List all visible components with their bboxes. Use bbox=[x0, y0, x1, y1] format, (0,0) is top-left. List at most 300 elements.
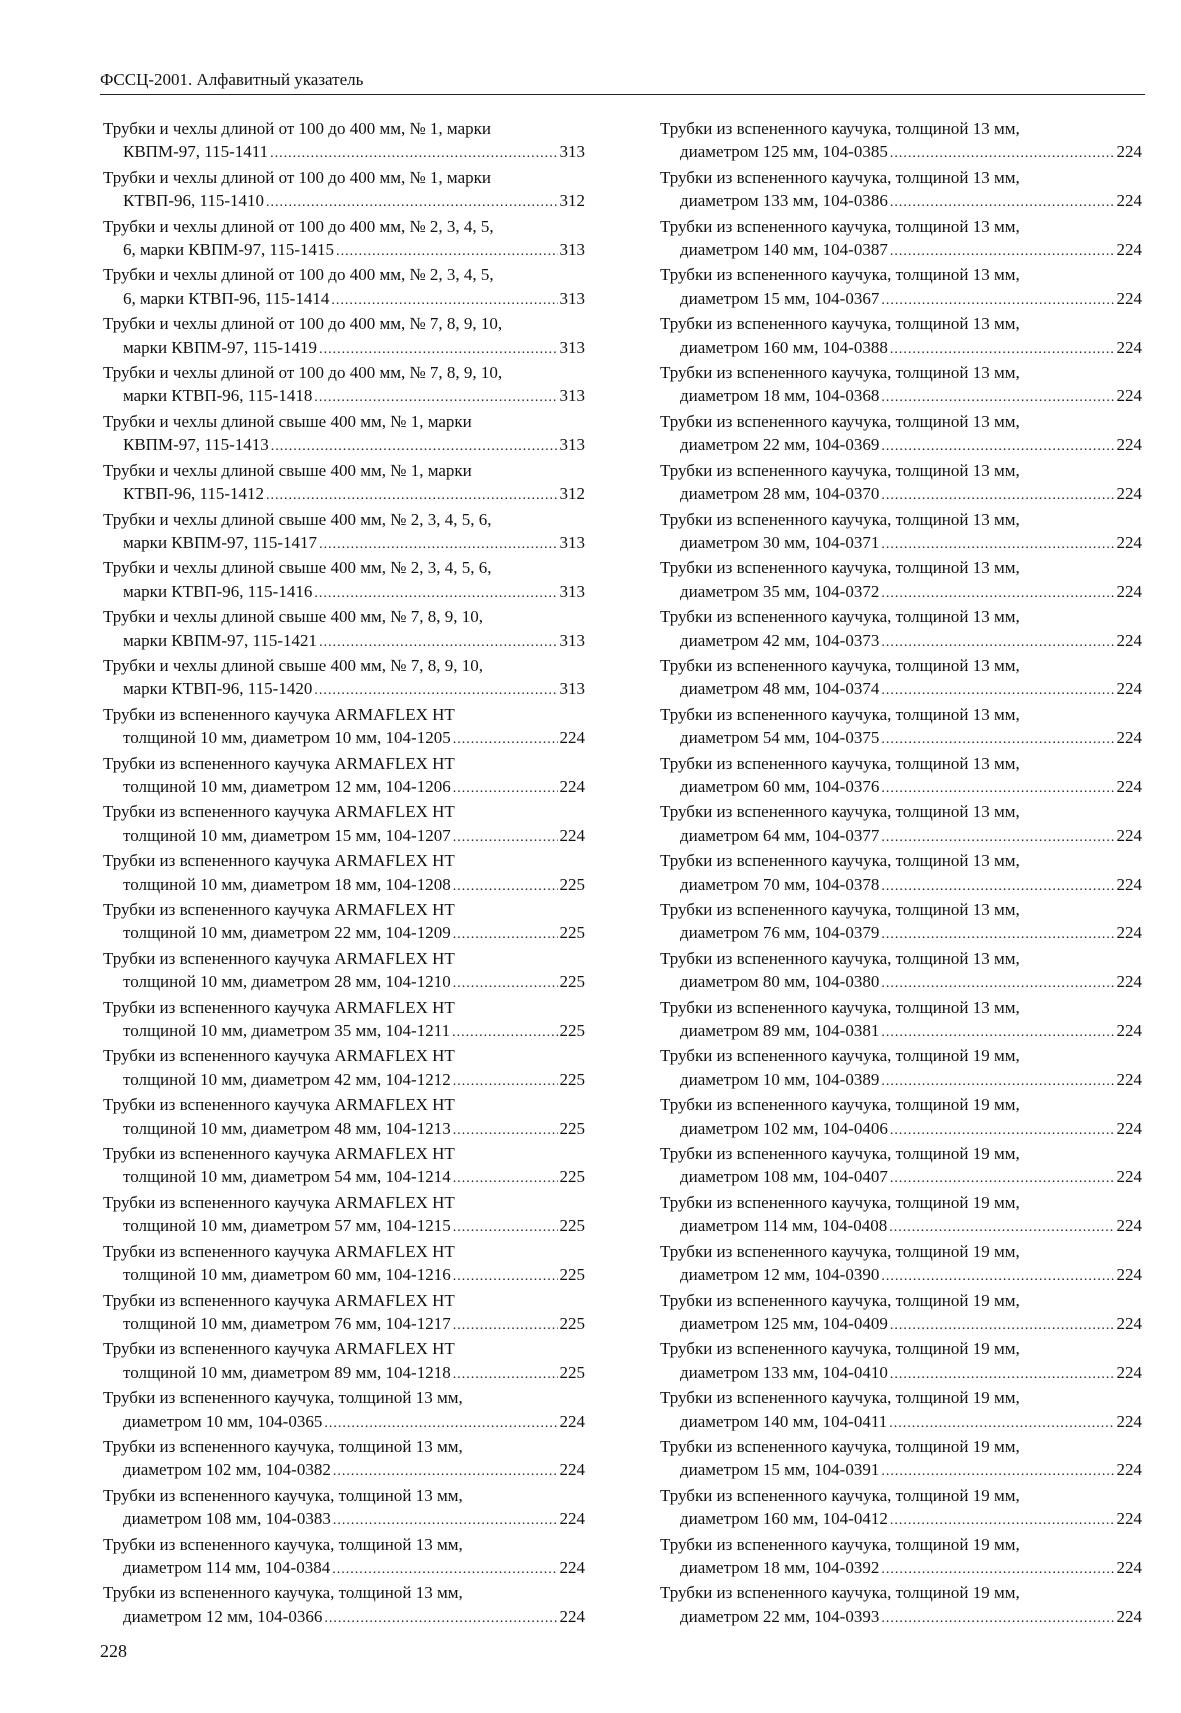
index-entry bbox=[660, 1533, 1142, 1582]
dot-leader bbox=[270, 142, 557, 165]
index-entry bbox=[103, 703, 585, 752]
entry-page-ref: 224 bbox=[1116, 435, 1142, 455]
entry-detail-line bbox=[103, 1019, 585, 1044]
entry-detail-line bbox=[103, 580, 585, 605]
index-entry bbox=[103, 1289, 585, 1338]
entry-heading: Трубки из вспененного каучука ARMAFLEX HT bbox=[103, 1290, 455, 1310]
dot-leader bbox=[266, 191, 557, 214]
dot-leader bbox=[314, 386, 557, 409]
entry-page-ref: 224 bbox=[559, 776, 585, 796]
index-entry bbox=[103, 996, 585, 1045]
index-entry bbox=[103, 1093, 585, 1142]
index-column-right bbox=[660, 117, 1142, 1630]
entry-heading: Трубки из вспененного каучука ARMAFLEX HT bbox=[103, 1046, 455, 1066]
entry-code: диаметром 108 мм, 104-0383 bbox=[123, 1509, 331, 1529]
entry-code: марки КВПМ-97, 115-1417 bbox=[123, 532, 318, 552]
entry-heading: Трубки из вспененного каучука ARMAFLEX HT bbox=[103, 802, 455, 822]
entry-detail-line bbox=[103, 726, 585, 751]
entry-code: диаметром 10 мм, 104-0389 bbox=[680, 1069, 880, 1089]
entry-page-ref: 313 bbox=[559, 532, 585, 552]
entry-page-ref: 224 bbox=[1116, 142, 1142, 162]
entry-detail-line bbox=[103, 1605, 585, 1630]
entry-code: толщиной 10 мм, диаметром 48 мм, 104-1213 bbox=[123, 1118, 451, 1138]
entry-heading: Трубки из вспененного каучука, толщиной 13 мм, bbox=[660, 753, 1020, 773]
running-header: ФССЦ-2001. Алфавитный указатель bbox=[100, 70, 1145, 95]
index-entry bbox=[660, 215, 1142, 264]
entry-detail-line bbox=[103, 1507, 585, 1532]
entry-page-ref: 224 bbox=[1116, 776, 1142, 796]
index-entry bbox=[103, 312, 585, 361]
entry-heading: Трубки из вспененного каучука ARMAFLEX HT bbox=[103, 851, 455, 871]
dot-leader bbox=[453, 1216, 558, 1239]
dot-leader bbox=[332, 1558, 557, 1581]
dot-leader bbox=[453, 777, 558, 800]
index-entry bbox=[660, 1240, 1142, 1289]
entry-detail-line bbox=[660, 677, 1142, 702]
entry-page-ref: 224 bbox=[1116, 191, 1142, 211]
entry-page-ref: 225 bbox=[559, 874, 585, 894]
index-entry bbox=[103, 117, 585, 166]
entry-detail-line bbox=[103, 1458, 585, 1483]
entry-heading: Трубки из вспененного каучука, толщиной 19 мм, bbox=[660, 1583, 1020, 1603]
index-entry bbox=[660, 508, 1142, 557]
entry-code: диаметром 18 мм, 104-0392 bbox=[680, 1557, 880, 1577]
index-entry bbox=[103, 849, 585, 898]
entry-page-ref: 224 bbox=[1116, 874, 1142, 894]
entry-heading: Трубки из вспененного каучука, толщиной 13 мм, bbox=[660, 460, 1020, 480]
entry-code: диаметром 42 мм, 104-0373 bbox=[680, 630, 880, 650]
dot-leader bbox=[453, 1363, 558, 1386]
entry-code: толщиной 10 мм, диаметром 22 мм, 104-1209 bbox=[123, 923, 451, 943]
entry-detail-line bbox=[660, 970, 1142, 995]
entry-detail-line bbox=[660, 1312, 1142, 1337]
dot-leader bbox=[881, 777, 1114, 800]
entry-heading: Трубки и чехлы длиной свыше 400 мм, № 1, марки bbox=[103, 460, 472, 480]
entry-heading: Трубки из вспененного каучука, толщиной 19 мм, bbox=[660, 1485, 1020, 1505]
entry-detail-line bbox=[660, 1410, 1142, 1435]
entry-page-ref: 224 bbox=[1116, 1216, 1142, 1236]
entry-page-ref: 224 bbox=[1116, 337, 1142, 357]
entry-heading: Трубки и чехлы длиной свыше 400 мм, № 1, марки bbox=[103, 411, 472, 431]
entry-heading: Трубки из вспененного каучука, толщиной 19 мм, bbox=[660, 1144, 1020, 1164]
entry-detail-line bbox=[660, 1068, 1142, 1093]
entry-code: диаметром 70 мм, 104-0378 bbox=[680, 874, 880, 894]
entry-detail-line bbox=[660, 1019, 1142, 1044]
entry-detail-line bbox=[103, 1556, 585, 1581]
entry-code: 6, марки КВПМ-97, 115-1415 bbox=[123, 240, 335, 260]
entry-heading: Трубки из вспененного каучука, толщиной 13 мм, bbox=[103, 1436, 463, 1456]
entry-heading: Трубки из вспененного каучука, толщиной 13 мм, bbox=[660, 558, 1020, 578]
entry-detail-line bbox=[660, 1605, 1142, 1630]
index-entry bbox=[103, 654, 585, 703]
entry-detail-line bbox=[660, 1165, 1142, 1190]
dot-leader bbox=[314, 679, 557, 702]
entry-code: диаметром 15 мм, 104-0391 bbox=[680, 1460, 880, 1480]
index-entry bbox=[103, 410, 585, 459]
entry-detail-line bbox=[103, 189, 585, 214]
dot-leader bbox=[881, 875, 1114, 898]
entry-code: диаметром 160 мм, 104-0412 bbox=[680, 1509, 888, 1529]
entry-detail-line bbox=[660, 336, 1142, 361]
index-entry bbox=[103, 800, 585, 849]
entry-code: диаметром 114 мм, 104-0384 bbox=[123, 1557, 331, 1577]
index-entry bbox=[660, 1142, 1142, 1191]
entry-heading: Трубки из вспененного каучука, толщиной 19 мм, bbox=[660, 1290, 1020, 1310]
index-entry bbox=[103, 361, 585, 410]
entry-code: диаметром 10 мм, 104-0365 bbox=[123, 1411, 323, 1431]
entry-detail-line bbox=[103, 775, 585, 800]
entry-code: толщиной 10 мм, диаметром 12 мм, 104-1206 bbox=[123, 776, 451, 796]
index-entry bbox=[660, 263, 1142, 312]
entry-code: диаметром 28 мм, 104-0370 bbox=[680, 484, 880, 504]
entry-page-ref: 224 bbox=[559, 1411, 585, 1431]
entry-detail-line bbox=[660, 629, 1142, 654]
entry-code: марки КТВП-96, 115-1418 bbox=[123, 386, 313, 406]
dot-leader bbox=[333, 1509, 558, 1532]
dot-leader bbox=[881, 582, 1114, 605]
entry-code: диаметром 160 мм, 104-0388 bbox=[680, 337, 888, 357]
index-entry bbox=[103, 508, 585, 557]
entry-code: диаметром 12 мм, 104-0366 bbox=[123, 1606, 323, 1626]
entry-detail-line bbox=[660, 189, 1142, 214]
entry-heading: Трубки из вспененного каучука, толщиной 13 мм, bbox=[660, 607, 1020, 627]
index-entry bbox=[103, 605, 585, 654]
entry-page-ref: 225 bbox=[559, 1069, 585, 1089]
entry-page-ref: 224 bbox=[1116, 386, 1142, 406]
dot-leader bbox=[324, 1607, 557, 1630]
dot-leader bbox=[453, 826, 558, 849]
entry-heading: Трубки из вспененного каучука, толщиной 13 мм, bbox=[660, 314, 1020, 334]
index-entry bbox=[660, 459, 1142, 508]
entry-detail-line bbox=[660, 482, 1142, 507]
entry-detail-line bbox=[103, 336, 585, 361]
index-entry bbox=[103, 947, 585, 996]
entry-detail-line bbox=[103, 238, 585, 263]
entry-detail-line bbox=[103, 824, 585, 849]
dot-leader bbox=[881, 484, 1114, 507]
entry-page-ref: 224 bbox=[1116, 240, 1142, 260]
dot-leader bbox=[453, 1167, 558, 1190]
entry-page-ref: 224 bbox=[1116, 1557, 1142, 1577]
entry-detail-line bbox=[660, 1556, 1142, 1581]
entry-page-ref: 224 bbox=[1116, 1021, 1142, 1041]
entry-code: диаметром 102 мм, 104-0382 bbox=[123, 1460, 331, 1480]
entry-page-ref: 313 bbox=[559, 240, 585, 260]
entry-heading: Трубки из вспененного каучука, толщиной 13 мм, bbox=[103, 1534, 463, 1554]
entry-code: КВПМ-97, 115-1411 bbox=[123, 142, 269, 162]
entry-code: диаметром 18 мм, 104-0368 bbox=[680, 386, 880, 406]
entry-detail-line bbox=[660, 531, 1142, 556]
dot-leader bbox=[881, 826, 1114, 849]
entry-heading: Трубки и чехлы длиной свыше 400 мм, № 7, 8, 9, 10, bbox=[103, 655, 483, 675]
entry-heading: Трубки и чехлы длиной от 100 до 400 мм, № 7, 8, 9, 10, bbox=[103, 363, 503, 383]
entry-page-ref: 225 bbox=[559, 1313, 585, 1333]
index-entry bbox=[660, 556, 1142, 605]
entry-detail-line bbox=[103, 629, 585, 654]
entry-heading: Трубки из вспененного каучука, толщиной 13 мм, bbox=[660, 119, 1020, 138]
entry-page-ref: 224 bbox=[1116, 1069, 1142, 1089]
entry-page-ref: 224 bbox=[1116, 1509, 1142, 1529]
index-entry bbox=[103, 1484, 585, 1533]
entry-code: диаметром 125 мм, 104-0409 bbox=[680, 1313, 888, 1333]
entry-code: толщиной 10 мм, диаметром 60 мм, 104-1216 bbox=[123, 1265, 451, 1285]
entry-heading: Трубки и чехлы длиной от 100 до 400 мм, № 7, 8, 9, 10, bbox=[103, 314, 503, 334]
index-entry bbox=[103, 1191, 585, 1240]
dot-leader bbox=[453, 1119, 558, 1142]
index-entry bbox=[103, 215, 585, 264]
entry-page-ref: 225 bbox=[559, 1362, 585, 1382]
dot-leader bbox=[453, 728, 558, 751]
dot-leader bbox=[890, 1119, 1115, 1142]
entry-code: диаметром 15 мм, 104-0367 bbox=[680, 288, 880, 308]
entry-detail-line bbox=[103, 531, 585, 556]
entry-detail-line bbox=[660, 140, 1142, 165]
dot-leader bbox=[890, 1167, 1115, 1190]
entry-page-ref: 225 bbox=[559, 1118, 585, 1138]
entry-code: диаметром 89 мм, 104-0381 bbox=[680, 1021, 880, 1041]
entry-code: толщиной 10 мм, диаметром 18 мм, 104-1208 bbox=[123, 874, 451, 894]
dot-leader bbox=[336, 240, 557, 263]
dot-leader bbox=[881, 435, 1114, 458]
index-entry bbox=[103, 1581, 585, 1630]
entry-detail-line bbox=[660, 1507, 1142, 1532]
entry-heading: Трубки из вспененного каучука ARMAFLEX HT bbox=[103, 1095, 455, 1115]
entry-detail-line bbox=[103, 287, 585, 312]
dot-leader bbox=[324, 1412, 557, 1435]
index-entry bbox=[660, 166, 1142, 215]
entry-page-ref: 224 bbox=[1116, 581, 1142, 601]
entry-heading: Трубки из вспененного каучука ARMAFLEX HT bbox=[103, 948, 455, 968]
entry-page-ref: 224 bbox=[1116, 288, 1142, 308]
entry-page-ref: 224 bbox=[559, 728, 585, 748]
entry-page-ref: 225 bbox=[559, 1265, 585, 1285]
entry-code: марки КТВП-96, 115-1420 bbox=[123, 679, 313, 699]
entry-detail-line bbox=[660, 287, 1142, 312]
index-entry bbox=[103, 1142, 585, 1191]
index-entry bbox=[103, 1044, 585, 1093]
entry-code: толщиной 10 мм, диаметром 57 мм, 104-1215 bbox=[123, 1216, 451, 1236]
entry-detail-line bbox=[103, 1117, 585, 1142]
entry-page-ref: 224 bbox=[1116, 1265, 1142, 1285]
entry-page-ref: 225 bbox=[559, 972, 585, 992]
entry-page-ref: 224 bbox=[559, 825, 585, 845]
entry-detail-line bbox=[660, 384, 1142, 409]
entry-page-ref: 313 bbox=[559, 386, 585, 406]
index-entry bbox=[660, 1289, 1142, 1338]
entry-page-ref: 225 bbox=[559, 1167, 585, 1187]
entry-heading: Трубки из вспененного каучука, толщиной 13 мм, bbox=[660, 509, 1020, 529]
entry-code: диаметром 35 мм, 104-0372 bbox=[680, 581, 880, 601]
index-entry bbox=[660, 800, 1142, 849]
entry-page-ref: 224 bbox=[1116, 484, 1142, 504]
entry-page-ref: 224 bbox=[1116, 825, 1142, 845]
index-entry bbox=[660, 1386, 1142, 1435]
index-entry bbox=[103, 556, 585, 605]
entry-heading: Трубки из вспененного каучука ARMAFLEX HT bbox=[103, 1339, 455, 1359]
entry-heading: Трубки из вспененного каучука, толщиной 13 мм, bbox=[660, 655, 1020, 675]
entry-code: диаметром 48 мм, 104-0374 bbox=[680, 679, 880, 699]
entry-heading: Трубки из вспененного каучука, толщиной 13 мм, bbox=[660, 802, 1020, 822]
entry-code: толщиной 10 мм, диаметром 42 мм, 104-1212 bbox=[123, 1069, 451, 1089]
entry-heading: Трубки из вспененного каучука ARMAFLEX HT bbox=[103, 1192, 455, 1212]
entry-detail-line bbox=[660, 1117, 1142, 1142]
entry-heading: Трубки из вспененного каучука, толщиной 13 мм, bbox=[660, 997, 1020, 1017]
entry-code: диаметром 54 мм, 104-0375 bbox=[680, 728, 880, 748]
entry-page-ref: 225 bbox=[559, 1021, 585, 1041]
dot-leader bbox=[453, 875, 558, 898]
dot-leader bbox=[331, 289, 557, 312]
entry-page-ref: 224 bbox=[559, 1606, 585, 1626]
dot-leader bbox=[881, 1558, 1114, 1581]
dot-leader bbox=[890, 338, 1115, 361]
entry-code: марки КТВП-96, 115-1416 bbox=[123, 581, 313, 601]
dot-leader bbox=[881, 923, 1114, 946]
entry-heading: Трубки и чехлы длиной от 100 до 400 мм, № 2, 3, 4, 5, bbox=[103, 216, 494, 236]
index-entry bbox=[660, 996, 1142, 1045]
entry-page-ref: 224 bbox=[1116, 532, 1142, 552]
entry-detail-line bbox=[660, 580, 1142, 605]
index-entry bbox=[660, 947, 1142, 996]
dot-leader bbox=[890, 191, 1115, 214]
entry-page-ref: 224 bbox=[1116, 1606, 1142, 1626]
index-entry bbox=[103, 263, 585, 312]
entry-code: толщиной 10 мм, диаметром 28 мм, 104-1210 bbox=[123, 972, 451, 992]
entry-heading: Трубки из вспененного каучука, толщиной 19 мм, bbox=[660, 1046, 1020, 1066]
entry-page-ref: 224 bbox=[1116, 728, 1142, 748]
entry-heading: Трубки из вспененного каучука, толщиной 13 мм, bbox=[660, 216, 1020, 236]
index-entry bbox=[660, 654, 1142, 703]
entry-code: КТВП-96, 115-1410 bbox=[123, 191, 265, 211]
entry-code: 6, марки КТВП-96, 115-1414 bbox=[123, 288, 330, 308]
entry-heading: Трубки из вспененного каучука, толщиной 13 мм, bbox=[660, 167, 1020, 187]
entry-code: диаметром 133 мм, 104-0386 bbox=[680, 191, 888, 211]
entry-page-ref: 224 bbox=[1116, 1411, 1142, 1431]
entry-detail-line bbox=[103, 1165, 585, 1190]
entry-page-ref: 313 bbox=[559, 288, 585, 308]
entry-detail-line bbox=[103, 1263, 585, 1288]
entry-heading: Трубки и чехлы длиной свыше 400 мм, № 2, 3, 4, 5, 6, bbox=[103, 558, 492, 578]
entry-detail-line bbox=[660, 775, 1142, 800]
dot-leader bbox=[319, 631, 557, 654]
entry-detail-line bbox=[103, 677, 585, 702]
dot-leader bbox=[319, 533, 557, 556]
entry-code: диаметром 80 мм, 104-0380 bbox=[680, 972, 880, 992]
index-entry bbox=[660, 1044, 1142, 1093]
entry-page-ref: 313 bbox=[559, 581, 585, 601]
entry-code: диаметром 22 мм, 104-0393 bbox=[680, 1606, 880, 1626]
entry-page-ref: 224 bbox=[1116, 630, 1142, 650]
entry-code: диаметром 140 мм, 104-0387 bbox=[680, 240, 888, 260]
entry-heading: Трубки из вспененного каучука, толщиной 19 мм, bbox=[660, 1192, 1020, 1212]
index-entry bbox=[103, 166, 585, 215]
entry-code: толщиной 10 мм, диаметром 10 мм, 104-1205 bbox=[123, 728, 451, 748]
entry-page-ref: 312 bbox=[559, 484, 585, 504]
dot-leader bbox=[453, 972, 558, 995]
entry-heading: Трубки и чехлы длиной свыше 400 мм, № 2, 3, 4, 5, 6, bbox=[103, 509, 492, 529]
index-entry bbox=[660, 1337, 1142, 1386]
entry-detail-line bbox=[103, 970, 585, 995]
entry-code: толщиной 10 мм, диаметром 76 мм, 104-1217 bbox=[123, 1313, 451, 1333]
dot-leader bbox=[881, 1265, 1114, 1288]
entry-detail-line bbox=[103, 873, 585, 898]
dot-leader bbox=[266, 484, 557, 507]
entry-page-ref: 224 bbox=[1116, 1362, 1142, 1382]
dot-leader bbox=[881, 1070, 1114, 1093]
index-entry bbox=[660, 1435, 1142, 1484]
entry-detail-line bbox=[660, 238, 1142, 263]
index-entry bbox=[660, 849, 1142, 898]
entry-heading: Трубки из вспененного каучука ARMAFLEX HT bbox=[103, 1241, 455, 1261]
entry-detail-line bbox=[103, 482, 585, 507]
entry-code: КВПМ-97, 115-1413 bbox=[123, 435, 269, 455]
entry-page-ref: 313 bbox=[559, 337, 585, 357]
dot-leader bbox=[881, 728, 1114, 751]
entry-page-ref: 225 bbox=[559, 1216, 585, 1236]
entry-heading: Трубки из вспененного каучука, толщиной 19 мм, bbox=[660, 1388, 1020, 1408]
index-entry bbox=[103, 1386, 585, 1435]
entry-heading: Трубки из вспененного каучука, толщиной 19 мм, bbox=[660, 1436, 1020, 1456]
entry-code: диаметром 102 мм, 104-0406 bbox=[680, 1118, 888, 1138]
index-entry bbox=[103, 752, 585, 801]
index-entry bbox=[660, 1581, 1142, 1630]
dot-leader bbox=[881, 972, 1114, 995]
index-entry bbox=[660, 312, 1142, 361]
entry-heading: Трубки из вспененного каучука ARMAFLEX HT bbox=[103, 704, 455, 724]
dot-leader bbox=[889, 1216, 1114, 1239]
entry-page-ref: 224 bbox=[1116, 1118, 1142, 1138]
entry-heading: Трубки из вспененного каучука, толщиной 19 мм, bbox=[660, 1339, 1020, 1359]
dot-leader bbox=[881, 631, 1114, 654]
entry-heading: Трубки и чехлы длиной свыше 400 мм, № 7, 8, 9, 10, bbox=[103, 607, 483, 627]
entry-code: толщиной 10 мм, диаметром 15 мм, 104-1207 bbox=[123, 825, 451, 845]
dot-leader bbox=[881, 679, 1114, 702]
index-entry bbox=[103, 1435, 585, 1484]
entry-code: диаметром 114 мм, 104-0408 bbox=[680, 1216, 888, 1236]
entry-page-ref: 225 bbox=[559, 923, 585, 943]
entry-heading: Трубки из вспененного каучука, толщиной 13 мм, bbox=[660, 363, 1020, 383]
entry-code: диаметром 140 мм, 104-0411 bbox=[680, 1411, 888, 1431]
entry-detail-line bbox=[660, 824, 1142, 849]
entry-heading: Трубки и чехлы длиной от 100 до 400 мм, № 2, 3, 4, 5, bbox=[103, 265, 494, 285]
entry-detail-line bbox=[660, 1361, 1142, 1386]
entry-detail-line bbox=[660, 433, 1142, 458]
dot-leader bbox=[881, 1607, 1114, 1630]
dot-leader bbox=[881, 386, 1114, 409]
entry-detail-line bbox=[660, 1214, 1142, 1239]
dot-leader bbox=[271, 435, 558, 458]
dot-leader bbox=[890, 1363, 1115, 1386]
entry-code: диаметром 12 мм, 104-0390 bbox=[680, 1265, 880, 1285]
entry-heading: Трубки из вспененного каучука ARMAFLEX HT bbox=[103, 900, 455, 919]
entry-heading: Трубки из вспененного каучука, толщиной 13 мм, bbox=[660, 265, 1020, 285]
index-entry bbox=[103, 898, 585, 947]
dot-leader bbox=[881, 1021, 1114, 1044]
entry-heading: Трубки из вспененного каучука, толщиной 19 мм, bbox=[660, 1095, 1020, 1115]
entry-code: толщиной 10 мм, диаметром 35 мм, 104-1211 bbox=[123, 1021, 451, 1041]
entry-heading: Трубки из вспененного каучука ARMAFLEX HT bbox=[103, 997, 455, 1017]
entry-detail-line bbox=[103, 140, 585, 165]
entry-page-ref: 313 bbox=[559, 630, 585, 650]
index-entry bbox=[103, 1533, 585, 1582]
entry-heading: Трубки из вспененного каучука, толщиной 19 мм, bbox=[660, 1534, 1020, 1554]
entry-code: диаметром 108 мм, 104-0407 bbox=[680, 1167, 888, 1187]
entry-detail-line bbox=[103, 1361, 585, 1386]
entry-heading: Трубки и чехлы длиной от 100 до 400 мм, № 1, марки bbox=[103, 119, 491, 138]
entry-code: марки КВПМ-97, 115-1421 bbox=[123, 630, 318, 650]
entry-code: диаметром 22 мм, 104-0369 bbox=[680, 435, 880, 455]
entry-code: толщиной 10 мм, диаметром 89 мм, 104-1218 bbox=[123, 1362, 451, 1382]
entry-heading: Трубки из вспененного каучука ARMAFLEX HT bbox=[103, 753, 455, 773]
